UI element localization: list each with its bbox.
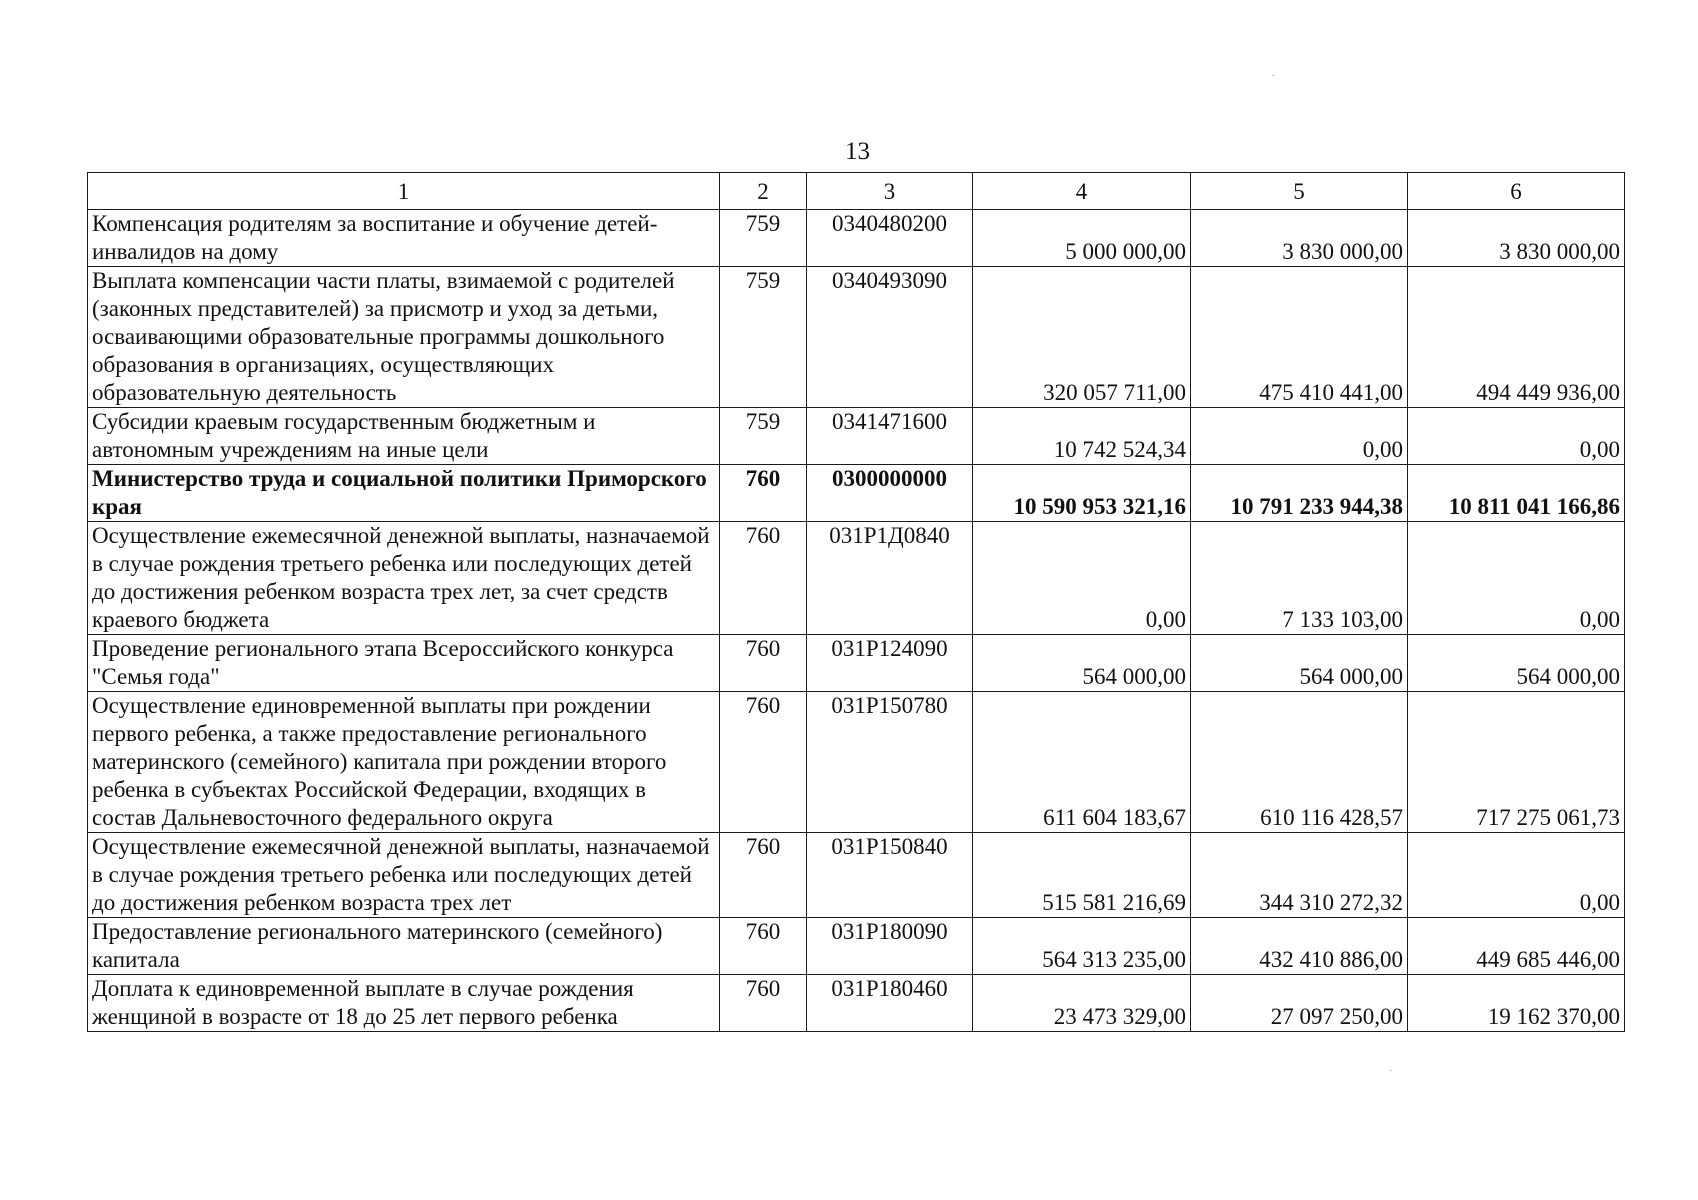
row-amount-col6-cell: 19 162 370,00	[1408, 975, 1625, 1032]
row-amount-col5-cell: 475 410 441,00	[1191, 267, 1408, 408]
row-name-cell: Выплата компенсации части платы, взимаемой с родителей (законных представителей) за присмотр и уход за детьми, осваивающими образовательные программы дошкольного образования в организациях, осуществляющих образовательную деятельность	[88, 267, 720, 408]
row-amount-col4-cell: 611 604 183,67	[973, 692, 1191, 833]
row-amount-col6-cell: 0,00	[1408, 408, 1625, 465]
row-target-item-code-cell: 0300000000	[807, 465, 973, 522]
header-cell-5: 5	[1191, 173, 1408, 210]
table-row	[88, 918, 1625, 975]
table-row	[88, 408, 1625, 465]
row-amount-col4-cell: 564 313 235,00	[973, 918, 1191, 975]
row-department-code-cell: 760	[720, 918, 807, 975]
row-name-cell: Осуществление ежемесячной денежной выплаты, назначаемой в случае рождения третьего ребенка или последующих детей до достижения ребенком возраста трех лет	[88, 833, 720, 918]
scan-speck	[1390, 1070, 1392, 1071]
row-amount-col4-cell: 10 590 953 321,16	[973, 465, 1191, 522]
table-row	[88, 522, 1625, 635]
row-amount-col6-cell: 0,00	[1408, 522, 1625, 635]
row-target-item-code-cell: 0341471600	[807, 408, 973, 465]
row-target-item-code-cell: 031Р180090	[807, 918, 973, 975]
row-amount-col4-cell: 515 581 216,69	[973, 833, 1191, 918]
row-amount-col4-cell: 23 473 329,00	[973, 975, 1191, 1032]
row-amount-col4-cell: 564 000,00	[973, 635, 1191, 692]
row-name-cell: Компенсация родителям за воспитание и обучение детей-инвалидов на дому	[88, 210, 720, 267]
header-cell-6: 6	[1408, 173, 1625, 210]
row-department-code-cell: 759	[720, 408, 807, 465]
row-amount-col5-cell: 27 097 250,00	[1191, 975, 1408, 1032]
row-amount-col5-cell: 3 830 000,00	[1191, 210, 1408, 267]
header-cell-1: 1	[88, 173, 720, 210]
row-amount-col6-cell: 449 685 446,00	[1408, 918, 1625, 975]
row-target-item-code-cell: 031Р180460	[807, 975, 973, 1032]
table-row	[88, 635, 1625, 692]
row-target-item-code-cell: 031Р150780	[807, 692, 973, 833]
header-cell-4: 4	[973, 173, 1191, 210]
row-department-code-cell: 759	[720, 267, 807, 408]
row-amount-col4-cell: 5 000 000,00	[973, 210, 1191, 267]
row-name-cell: Доплата к единовременной выплате в случае рождения женщиной в возрасте от 18 до 25 лет первого ребенка	[88, 975, 720, 1032]
row-department-code-cell: 760	[720, 522, 807, 635]
row-amount-col5-cell: 344 310 272,32	[1191, 833, 1408, 918]
row-amount-col5-cell: 432 410 886,00	[1191, 918, 1408, 975]
row-name-cell: Осуществление единовременной выплаты при рождении первого ребенка, а также предоставление регионального материнского (семейного) капитала при рождении второго ребенка в субъектах Российской Федерации, входящих в состав Дальневосточного федерального округа	[88, 692, 720, 833]
row-target-item-code-cell: 031Р150840	[807, 833, 973, 918]
row-amount-col5-cell: 10 791 233 944,38	[1191, 465, 1408, 522]
row-department-code-cell: 760	[720, 692, 807, 833]
row-amount-col5-cell: 564 000,00	[1191, 635, 1408, 692]
row-target-item-code-cell: 031Р124090	[807, 635, 973, 692]
row-department-code-cell: 760	[720, 465, 807, 522]
budget-table	[87, 172, 1625, 1032]
row-name-cell: Проведение регионального этапа Всероссийского конкурса "Семья года"	[88, 635, 720, 692]
row-amount-col6-cell: 10 811 041 166,86	[1408, 465, 1625, 522]
row-amount-col6-cell: 0,00	[1408, 833, 1625, 918]
row-amount-col5-cell: 0,00	[1191, 408, 1408, 465]
table-row	[88, 267, 1625, 408]
row-amount-col4-cell: 10 742 524,34	[973, 408, 1191, 465]
table-row	[88, 210, 1625, 267]
row-name-cell: Министерство труда и социальной политики Приморского края	[88, 465, 720, 522]
row-department-code-cell: 760	[720, 635, 807, 692]
row-amount-col6-cell: 564 000,00	[1408, 635, 1625, 692]
header-cell-2: 2	[720, 173, 807, 210]
table-header-row	[88, 173, 1625, 210]
budget-table-body	[88, 173, 1625, 1032]
row-amount-col6-cell: 717 275 061,73	[1408, 692, 1625, 833]
row-name-cell: Субсидии краевым государственным бюджетным и автономным учреждениям на иные цели	[88, 408, 720, 465]
row-amount-col5-cell: 7 133 103,00	[1191, 522, 1408, 635]
table-row	[88, 833, 1625, 918]
header-cell-3: 3	[807, 173, 973, 210]
row-target-item-code-cell: 031Р1Д0840	[807, 522, 973, 635]
row-amount-col4-cell: 320 057 711,00	[973, 267, 1191, 408]
row-amount-col4-cell: 0,00	[973, 522, 1191, 635]
row-name-cell: Осуществление ежемесячной денежной выплаты, назначаемой в случае рождения третьего ребенка или последующих детей до достижения ребенком возраста трех лет, за счет средств краевого бюджета	[88, 522, 720, 635]
table-row	[88, 975, 1625, 1032]
row-name-cell: Предоставление регионального материнского (семейного) капитала	[88, 918, 720, 975]
row-department-code-cell: 760	[720, 833, 807, 918]
table-row	[88, 692, 1625, 833]
row-amount-col6-cell: 3 830 000,00	[1408, 210, 1625, 267]
row-amount-col6-cell: 494 449 936,00	[1408, 267, 1625, 408]
row-target-item-code-cell: 0340493090	[807, 267, 973, 408]
row-amount-col5-cell: 610 116 428,57	[1191, 692, 1408, 833]
page-number: 13	[845, 138, 870, 165]
row-department-code-cell: 760	[720, 975, 807, 1032]
row-department-code-cell: 759	[720, 210, 807, 267]
scan-speck	[1272, 75, 1274, 76]
table-row	[88, 465, 1625, 522]
row-target-item-code-cell: 0340480200	[807, 210, 973, 267]
